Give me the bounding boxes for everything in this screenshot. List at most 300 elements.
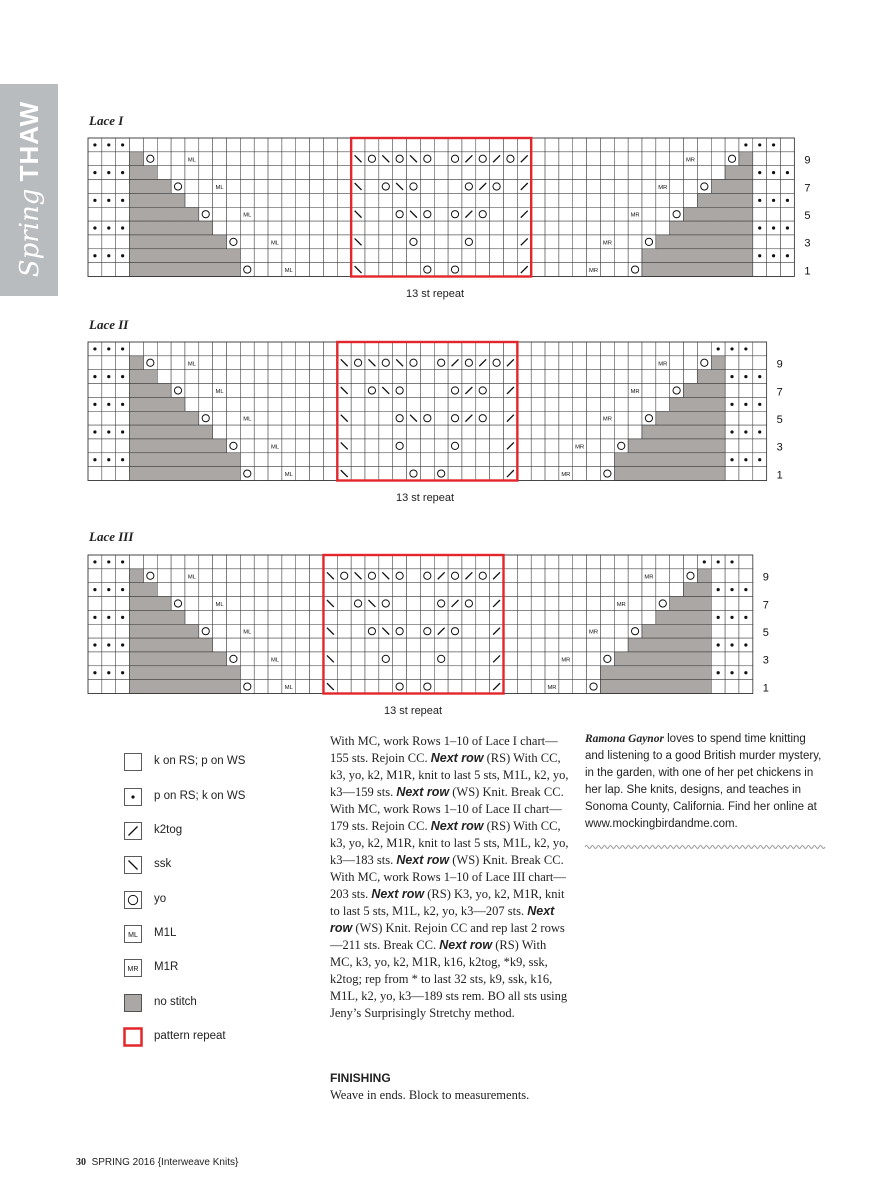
chart-cell bbox=[587, 680, 601, 694]
chart-cell bbox=[725, 411, 739, 425]
chart-cell bbox=[628, 138, 642, 152]
purl-dot-icon bbox=[758, 458, 761, 461]
chart-cell bbox=[420, 610, 434, 624]
page-footer bbox=[76, 1157, 238, 1168]
chart-cell bbox=[670, 370, 684, 384]
chart-cell bbox=[614, 193, 628, 207]
chart-cell bbox=[504, 425, 518, 439]
chart-cell bbox=[337, 221, 351, 235]
chart-cell bbox=[545, 666, 559, 680]
chart-cell bbox=[476, 166, 490, 180]
chart-cell bbox=[268, 263, 282, 277]
chart-cell bbox=[365, 467, 379, 481]
chart-cell bbox=[365, 207, 379, 221]
knit-square-icon bbox=[124, 753, 142, 771]
chart-cell bbox=[711, 569, 725, 583]
chart-cell bbox=[600, 555, 614, 569]
chart-cell bbox=[296, 193, 310, 207]
purl-dot-icon bbox=[121, 143, 124, 146]
chart-cell bbox=[282, 166, 296, 180]
chart-cell bbox=[559, 624, 573, 638]
chart-cell bbox=[628, 583, 642, 597]
chart-cell bbox=[199, 597, 213, 611]
no-stitch-block bbox=[130, 370, 158, 384]
chart-cell bbox=[323, 342, 337, 356]
chart-cell bbox=[337, 666, 351, 680]
chart-cell bbox=[573, 138, 587, 152]
footer-text: SPRING 2016 {Interweave Knits} bbox=[91, 1157, 239, 1168]
chart-cell bbox=[448, 342, 462, 356]
instruction-run: (RS) With CC, k3, yo, k2, M1R, knit to last 5 sts, M1L, k2, yo, k3—159 sts. bbox=[330, 751, 569, 799]
chart-cell bbox=[199, 207, 213, 221]
chart-cell bbox=[642, 193, 656, 207]
chart-cell bbox=[559, 425, 573, 439]
purl-dot-icon bbox=[107, 226, 110, 229]
chart-cell bbox=[88, 411, 102, 425]
m1l-icon: ML bbox=[215, 184, 224, 191]
no-stitch-block bbox=[697, 370, 725, 384]
chart-cell bbox=[365, 624, 379, 638]
chart-cell bbox=[185, 397, 199, 411]
legend-item bbox=[124, 822, 304, 842]
legend-label: k on RS; p on WS bbox=[154, 755, 246, 767]
chart-cell bbox=[448, 624, 462, 638]
chart-cell bbox=[282, 453, 296, 467]
purl-dot-icon bbox=[93, 375, 96, 378]
chart-cell bbox=[434, 356, 448, 370]
chart-cell bbox=[781, 207, 795, 221]
chart-cell bbox=[434, 425, 448, 439]
chart-cell bbox=[88, 439, 102, 453]
chart-cell bbox=[739, 624, 753, 638]
chart-cell bbox=[268, 180, 282, 194]
chart-cell bbox=[448, 569, 462, 583]
chart-cell bbox=[420, 680, 434, 694]
chart-cell bbox=[614, 221, 628, 235]
chart-cell bbox=[296, 597, 310, 611]
chart-cell bbox=[545, 652, 559, 666]
m1r-icon bbox=[124, 959, 142, 977]
chart-cell bbox=[240, 610, 254, 624]
chart-cell bbox=[753, 180, 767, 194]
chart-cell bbox=[600, 569, 614, 583]
instruction-run: (WS) Knit. Break CC. With MC, work Rows 1–10 of Lace II chart—179 sts. Rejoin CC. bbox=[330, 785, 564, 833]
chart-cell bbox=[476, 666, 490, 680]
chart-cell bbox=[254, 249, 268, 263]
chart-cell bbox=[490, 453, 504, 467]
chart-cell bbox=[337, 680, 351, 694]
chart-cell bbox=[517, 425, 531, 439]
chart-cell bbox=[781, 180, 795, 194]
chart-cell bbox=[642, 221, 656, 235]
chart-cell bbox=[407, 638, 421, 652]
chart-cell bbox=[296, 624, 310, 638]
purl-dot-icon bbox=[730, 560, 733, 563]
chart-cell bbox=[725, 384, 739, 398]
chart-cell bbox=[545, 569, 559, 583]
chart-cell bbox=[268, 453, 282, 467]
chart-cell bbox=[393, 235, 407, 249]
chart-cell bbox=[490, 411, 504, 425]
chart-cell bbox=[365, 342, 379, 356]
chart-cell bbox=[531, 138, 545, 152]
chart-cell bbox=[490, 249, 504, 263]
chart-cell bbox=[628, 555, 642, 569]
chart-cell bbox=[227, 610, 241, 624]
chart-cell bbox=[781, 235, 795, 249]
legend-label: M1R bbox=[154, 961, 179, 973]
chart-cell bbox=[462, 680, 476, 694]
chart-cell bbox=[227, 207, 241, 221]
chart-cell bbox=[393, 453, 407, 467]
chart-cell bbox=[240, 439, 254, 453]
chart-cell bbox=[351, 439, 365, 453]
chart-cell bbox=[282, 152, 296, 166]
chart-cell bbox=[531, 249, 545, 263]
chart-cell bbox=[379, 453, 393, 467]
chart-cell bbox=[559, 610, 573, 624]
chart-cell bbox=[157, 342, 171, 356]
chart-cell bbox=[476, 652, 490, 666]
chart-cell bbox=[213, 397, 227, 411]
chart-cell bbox=[739, 569, 753, 583]
legend-item bbox=[124, 753, 304, 773]
chart-cell bbox=[725, 138, 739, 152]
purl-dot-icon bbox=[107, 375, 110, 378]
chart-cell bbox=[614, 569, 628, 583]
chart-cell bbox=[296, 221, 310, 235]
chart-cell bbox=[323, 263, 337, 277]
chart-cell bbox=[531, 624, 545, 638]
no-stitch-block bbox=[130, 425, 213, 439]
next-row-label: Next row bbox=[371, 887, 425, 901]
chart-cell bbox=[420, 342, 434, 356]
chart-cell bbox=[559, 666, 573, 680]
m1l-icon: ML bbox=[215, 388, 224, 395]
chart-cell bbox=[227, 152, 241, 166]
chart-cell bbox=[199, 342, 213, 356]
chart-cell bbox=[670, 207, 684, 221]
chart-cell bbox=[407, 249, 421, 263]
section-tab-caps: THAW bbox=[14, 100, 44, 182]
chart-cell bbox=[116, 680, 130, 694]
purl-dot-icon bbox=[107, 199, 110, 202]
chart-cell bbox=[587, 555, 601, 569]
chart-cell bbox=[587, 221, 601, 235]
chart-cell bbox=[781, 263, 795, 277]
chart-cell bbox=[157, 166, 171, 180]
chart-cell bbox=[517, 249, 531, 263]
chart-cell bbox=[434, 397, 448, 411]
no-stitch-block bbox=[130, 597, 172, 611]
chart-cell bbox=[407, 138, 421, 152]
chart-cell bbox=[365, 384, 379, 398]
chart-cell bbox=[448, 467, 462, 481]
purl-dot-icon bbox=[730, 347, 733, 350]
chart-cell bbox=[462, 453, 476, 467]
purl-dot-icon bbox=[772, 143, 775, 146]
chart-cell bbox=[116, 411, 130, 425]
chart-cell bbox=[725, 652, 739, 666]
chart-cell bbox=[296, 207, 310, 221]
chart-cell bbox=[781, 138, 795, 152]
chart-cell bbox=[379, 411, 393, 425]
row-number: 5 bbox=[776, 414, 783, 427]
no-stitch-block bbox=[130, 235, 227, 249]
chart-cell bbox=[642, 583, 656, 597]
purl-dot-icon bbox=[93, 254, 96, 257]
chart-cell bbox=[365, 235, 379, 249]
chart-cell bbox=[407, 166, 421, 180]
purl-dot-icon bbox=[121, 403, 124, 406]
instruction-run: (RS) With CC, k3, yo, k2, M1R, knit to last 5 sts, M1L, k2, yo, k3—183 sts. bbox=[330, 819, 569, 867]
chart-cell bbox=[614, 180, 628, 194]
chart-cell bbox=[531, 207, 545, 221]
chart-cell bbox=[753, 356, 767, 370]
chart-cell bbox=[462, 370, 476, 384]
row-number: 7 bbox=[804, 182, 811, 195]
chart-cell bbox=[296, 397, 310, 411]
chart-cell bbox=[393, 166, 407, 180]
chart-cell bbox=[282, 583, 296, 597]
purl-dot-icon bbox=[758, 143, 761, 146]
chart-cell bbox=[379, 138, 393, 152]
chart-cell bbox=[642, 356, 656, 370]
purl-dot-icon bbox=[93, 403, 96, 406]
chart-cell bbox=[504, 249, 518, 263]
chart-cell bbox=[351, 555, 365, 569]
purl-dot-icon bbox=[107, 560, 110, 563]
chart-cell bbox=[781, 152, 795, 166]
chart-cell bbox=[393, 152, 407, 166]
chart-cell bbox=[310, 555, 324, 569]
m1r-icon: MR bbox=[630, 212, 640, 219]
purl-dot-icon bbox=[717, 560, 720, 563]
chart-cell bbox=[365, 249, 379, 263]
chart-cell bbox=[268, 638, 282, 652]
chart-cell bbox=[670, 569, 684, 583]
chart-cell bbox=[296, 166, 310, 180]
chart-cell bbox=[670, 356, 684, 370]
chart-cell bbox=[351, 370, 365, 384]
chart-cell bbox=[407, 221, 421, 235]
chart-cell bbox=[88, 152, 102, 166]
chart-cell bbox=[545, 624, 559, 638]
chart-cell bbox=[393, 342, 407, 356]
purl-dot-icon bbox=[744, 671, 747, 674]
chart-cell bbox=[573, 221, 587, 235]
chart-cell bbox=[517, 467, 531, 481]
chart-cell bbox=[434, 583, 448, 597]
chart-cell bbox=[476, 249, 490, 263]
chart-cell bbox=[559, 638, 573, 652]
finishing-heading: FINISHING bbox=[330, 1071, 391, 1085]
chart-cell bbox=[296, 583, 310, 597]
chart-cell bbox=[711, 652, 725, 666]
chart-cell bbox=[379, 439, 393, 453]
chart-cell bbox=[684, 180, 698, 194]
purl-dot-icon bbox=[121, 458, 124, 461]
chart-cell bbox=[365, 680, 379, 694]
chart-cell bbox=[88, 180, 102, 194]
chart-cell bbox=[628, 569, 642, 583]
chart-cell bbox=[393, 467, 407, 481]
chart-cell bbox=[642, 235, 656, 249]
no-stitch-block bbox=[656, 411, 725, 425]
chart-cell bbox=[420, 193, 434, 207]
chart-cell bbox=[268, 569, 282, 583]
purl-dot-icon bbox=[703, 560, 706, 563]
chart-cell bbox=[476, 384, 490, 398]
chart-cell bbox=[393, 583, 407, 597]
chart-cell bbox=[517, 583, 531, 597]
chart-cell bbox=[504, 263, 518, 277]
chart-cell bbox=[227, 384, 241, 398]
purl-dot-icon bbox=[93, 143, 96, 146]
chart-cell bbox=[310, 666, 324, 680]
chart-cell bbox=[462, 180, 476, 194]
chart-cell bbox=[448, 411, 462, 425]
chart-cell bbox=[573, 384, 587, 398]
chart-cell bbox=[600, 453, 614, 467]
chart-cell bbox=[365, 138, 379, 152]
no-stitch-block bbox=[642, 624, 711, 638]
chart-cell bbox=[379, 342, 393, 356]
chart-cell bbox=[434, 235, 448, 249]
purl-dot-icon bbox=[121, 616, 124, 619]
chart-cell bbox=[185, 342, 199, 356]
chart-cell bbox=[227, 138, 241, 152]
chart-cell bbox=[296, 138, 310, 152]
no-stitch-block bbox=[684, 207, 753, 221]
chart-cell bbox=[171, 166, 185, 180]
chart-cell bbox=[213, 166, 227, 180]
chart-cell bbox=[504, 166, 518, 180]
chart-cell bbox=[434, 610, 448, 624]
chart-cell bbox=[642, 342, 656, 356]
chart-cell bbox=[407, 680, 421, 694]
chart-cell bbox=[531, 453, 545, 467]
chart-cell bbox=[407, 397, 421, 411]
chart-cell bbox=[102, 439, 116, 453]
chart-cell bbox=[725, 356, 739, 370]
chart-cell bbox=[434, 384, 448, 398]
chart-cell bbox=[116, 597, 130, 611]
chart-cell bbox=[531, 397, 545, 411]
chart-cell bbox=[476, 680, 490, 694]
chart-cell bbox=[116, 652, 130, 666]
no-stitch-block bbox=[656, 610, 711, 624]
chart-cell bbox=[102, 263, 116, 277]
chart-cell bbox=[642, 610, 656, 624]
chart-cell bbox=[240, 467, 254, 481]
chart-cell bbox=[476, 138, 490, 152]
chart-cell bbox=[240, 597, 254, 611]
chart-cell bbox=[88, 235, 102, 249]
chart-cell bbox=[684, 356, 698, 370]
chart-cell bbox=[725, 597, 739, 611]
chart-cell bbox=[254, 207, 268, 221]
no-stitch-block bbox=[130, 652, 227, 666]
chart-cell bbox=[351, 610, 365, 624]
chart-cell bbox=[434, 597, 448, 611]
chart-cell bbox=[448, 610, 462, 624]
chart-cell bbox=[531, 555, 545, 569]
chart-cell bbox=[310, 610, 324, 624]
chart-cell bbox=[476, 370, 490, 384]
chart-cell bbox=[642, 207, 656, 221]
chart-cell bbox=[531, 680, 545, 694]
purl-dot-icon bbox=[758, 226, 761, 229]
chart-cell bbox=[476, 439, 490, 453]
chart-cell bbox=[296, 569, 310, 583]
chart-cell bbox=[420, 411, 434, 425]
chart-cell bbox=[185, 138, 199, 152]
chart-cell bbox=[227, 583, 241, 597]
purl-dot-icon bbox=[786, 226, 789, 229]
no-stitch-block bbox=[130, 180, 172, 194]
chart-cell bbox=[310, 193, 324, 207]
purl-dot-icon bbox=[772, 226, 775, 229]
m1l-icon: ML bbox=[187, 574, 196, 581]
m1r-icon: MR bbox=[575, 444, 585, 451]
chart-cell bbox=[642, 384, 656, 398]
chart-cell bbox=[227, 569, 241, 583]
m1l-icon: ML bbox=[284, 472, 293, 479]
chart-cell bbox=[199, 569, 213, 583]
pattern-repeat-icon bbox=[124, 1028, 142, 1046]
chart-cell bbox=[642, 555, 656, 569]
chart-cell bbox=[697, 180, 711, 194]
next-row-label: Next row bbox=[330, 904, 555, 935]
chart-cell bbox=[476, 207, 490, 221]
chart-cell bbox=[393, 384, 407, 398]
no-stitch-block bbox=[130, 666, 241, 680]
chart-cell bbox=[337, 425, 351, 439]
chart-cell bbox=[573, 666, 587, 680]
chart-cell bbox=[711, 138, 725, 152]
chart-cell bbox=[504, 610, 518, 624]
chart-cell bbox=[545, 425, 559, 439]
instruction-run: With MC, work Rows 1–10 of Lace I chart—155 sts. Rejoin CC. bbox=[330, 734, 558, 765]
chart-cell bbox=[490, 425, 504, 439]
ssk-backslash-icon bbox=[124, 856, 142, 874]
chart-cell bbox=[573, 180, 587, 194]
chart-cell bbox=[337, 583, 351, 597]
no-stitch-block bbox=[628, 638, 711, 652]
chart-cell bbox=[420, 180, 434, 194]
chart-cell bbox=[448, 370, 462, 384]
legend-label: M1L bbox=[154, 927, 177, 939]
m1r-icon: MR bbox=[602, 240, 612, 247]
chart-cell bbox=[420, 467, 434, 481]
chart-cell bbox=[185, 193, 199, 207]
chart-cell bbox=[545, 411, 559, 425]
m1l-icon: ML bbox=[215, 601, 224, 608]
section-tab-script: Spring bbox=[15, 188, 45, 278]
chart-cell bbox=[587, 666, 601, 680]
chart-cell bbox=[753, 439, 767, 453]
legend-item bbox=[124, 856, 304, 876]
chart-cell bbox=[310, 249, 324, 263]
chart-cell bbox=[310, 680, 324, 694]
chart-cell bbox=[296, 652, 310, 666]
chart-cell bbox=[531, 411, 545, 425]
chart-cell bbox=[240, 652, 254, 666]
chart-cell bbox=[573, 342, 587, 356]
row-number: 1 bbox=[776, 469, 783, 482]
chart-cell bbox=[199, 397, 213, 411]
